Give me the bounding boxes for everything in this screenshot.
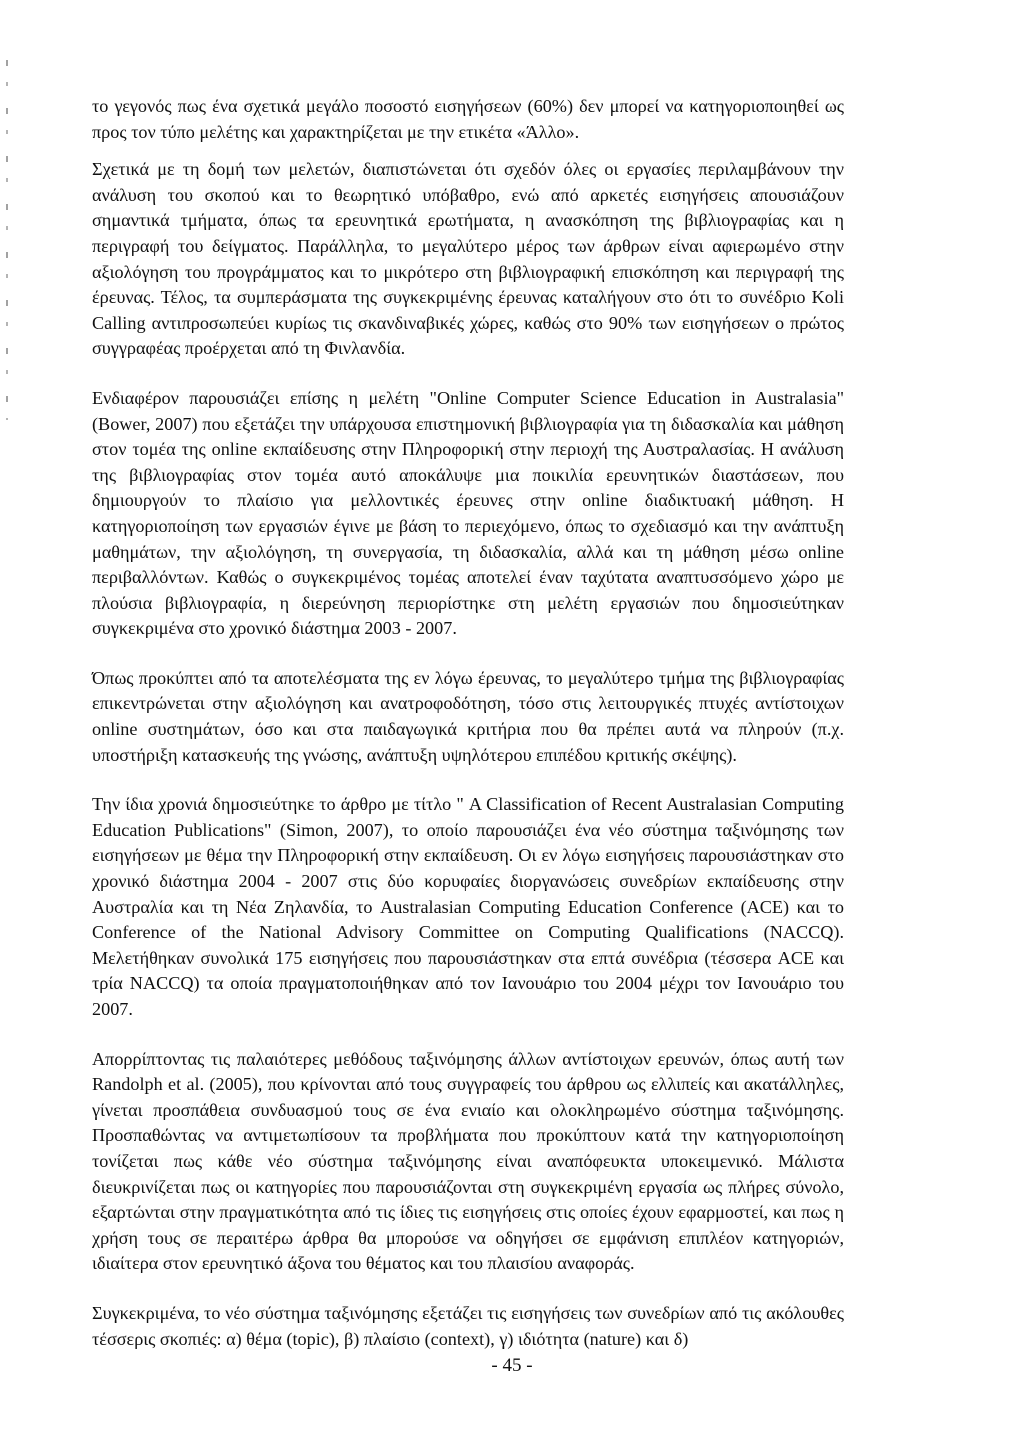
paragraph-1: το γεγονός πως ένα σχετικά μεγάλο ποσοστό εισηγήσεων (60%) δεν μπορεί να κατηγοριοποιηθεί ως προς τον τύπο μελέτης και χαρακτηρίζεται με την ετικέτα «Άλλο».	[92, 96, 844, 142]
scan-margin-artifact	[6, 60, 8, 420]
paragraph-3: Ενδιαφέρον παρουσιάζει επίσης η μελέτη "Online Computer Science Education in Australasia" (Bower, 2007) που εξετάζει την υπάρχουσα επιστημονική βιβλιογραφία για τη διδασκαλία και μάθηση στον τομέα της online εκπαίδευσης στην Πληροφορική στην περιοχή της Αυστραλασίας. Η ανάλυση της βιβλιογραφίας στον τομέα αυτό αποκάλυψε μια ποικιλία ερευνητικών διαστάσεων, που δημιουργούν το πλαίσιο για μελλοντικές έρευνες στην online διαδικτυακή μάθηση. Η κατηγοριοποίηση των εργασιών έγινε με βάση το περιεχόμενο, όπως το σχεδιασμό και την ανάπτυξη μαθημάτων, την αξιολόγηση, τη συνεργασία, τη διδασκαλία, αλλά και τη μάθηση μέσω online περιβαλλόντων. Καθώς ο συγκεκριμένος τομέας αποτελεί έναν ταχύτατα αναπτυσσόμενο χώρο με πλούσια βιβλιογραφία, η διερεύνηση περιορίστηκε στη μελέτη εργασιών που δημοσιεύτηκαν συγκεκριμένα στο χρονικό διάστημα 2003 - 2007.	[92, 387, 844, 639]
paragraph-7: Συγκεκριμένα, το νέο σύστημα ταξινόμησης εξετάζει τις εισηγήσεις των συνεδρίων από τις ακόλουθες τέσσερις σκοπιές: α) θέμα (topic), β) πλαίσιο (context), γ) ιδιότητα (nature) και δ)	[92, 1302, 844, 1349]
paragraph-6: Απορρίπτοντας τις παλαιότερες μεθόδους ταξινόμησης άλλων αντίστοιχων ερευνών, όπως αυτή των Randolph et al. (2005), που κρίνονται από τους συγγραφείς του άρθρου ως ελλιπείς και ακατάλληλες, γίνεται προσπάθεια συνδυασμού τους σε ένα ενιαίο και ολοκληρωμένο σύστημα ταξινόμησης. Προσπαθώντας να αντιμετωπίσουν τα προβλήματα που προκύπτουν κατά την κατηγοριοποίηση τονίζεται πως κάθε νέο σύστημα ταξινόμησης είναι αναπόφευκτα υποκειμενικό. Μάλιστα διευκρινίζεται πως οι κατηγορίες που παρουσιάζονται στη συγκεκριμένη εργασία ως πλήρες σύνολο, εξαρτώνται στην πραγματικότητα από τις ίδιες τις εισηγήσεις στις οποίες έχουν εφαρμοστεί, και πως η χρήση τους σε περαιτέρω άρθρα θα μπορούσε να οδηγήσει σε εμφάνιση επιπλέον κατηγοριών, ιδιαίτερα στον ερευνητικό άξονα του θέματος και του πλαισίου αναφοράς.	[92, 1048, 844, 1274]
paragraph-5: Την ίδια χρονιά δημοσιεύτηκε το άρθρο με τίτλο " A Classification of Recent Australasian Computing Education Publications" (Simon, 2007), το οποίο παρουσιάζει ένα νέο σύστημα ταξινόμησης των εισηγήσεων με θέμα την Πληροφορική στην εκπαίδευση. Οι εν λόγω εισηγήσεις παρουσιάστηκαν στο χρονικό διάστημα 2004 - 2007 στις δύο κορυφαίες διοργανώσεις συνεδρίων εκπαίδευσης στην Αυστραλία και τη Νέα Ζηλανδία, το Australasian Computing Education Conference (ACE) και το Conference of the National Advisory Committee on Computing Qualifications (NACCQ). Μελετήθηκαν συνολικά 175 εισηγήσεις που παρουσιάστηκαν στα επτά συνέδρια (τέσσερα ACE και τρία NACCQ) τα οποία πραγματοποιήθηκαν από τον Ιανουάριο του 2004 μέχρι τον Ιανουάριο του 2007.	[92, 794, 844, 1019]
page-number: - 45 -	[491, 1355, 533, 1376]
document-page	[92, 94, 844, 1376]
paragraph-2: Σχετικά με τη δομή των μελετών, διαπιστώνεται ότι σχεδόν όλες οι εργασίες περιλαμβάνουν την ανάλυση του σκοπού και το θεωρητικό υπόβαθρο, ενώ από αρκετές εισηγήσεις απουσιάζουν σημαντικά τμήματα, όπως τα ερευνητικά ερωτήματα, η ανασκόπηση της βιβλιογραφίας και η περιγραφή του δείγματος. Παράλληλα, το μεγαλύτερο μέρος των άρθρων είναι αφιερωμένο στην αξιολόγηση του προγράμματος και το μικρότερο στη βιβλιογραφική επισκόπηση και περιγραφή της έρευνας. Τέλος, τα συμπεράσματα της συγκεκριμένης έρευνας καταλήγουν στο ότι το συνέδριο Koli Calling αντιπροσωπεύει κυρίως τις σκανδιναβικές χώρες, καθώς στο 90% των εισηγήσεων ο πρώτος συγγραφέας προέρχεται από τη Φινλανδία.	[92, 159, 844, 359]
paragraph-4: Όπως προκύπτει από τα αποτελέσματα της εν λόγω έρευνας, το μεγαλύτερο τμήμα της βιβλιογραφίας επικεντρώνεται στην αξιολόγηση και ανατροφοδότηση, τόσο στις λειτουργικές πτυχές αντίστοιχων online συστημάτων, όσο και στα παιδαγωγικά κριτήρια που θα πρέπει αυτά να πληρούν (π.χ. υποστήριξη κατασκευής της γνώσης, ανάπτυξη υψηλότερου επιπέδου κριτικής σκέψης).	[92, 667, 844, 765]
